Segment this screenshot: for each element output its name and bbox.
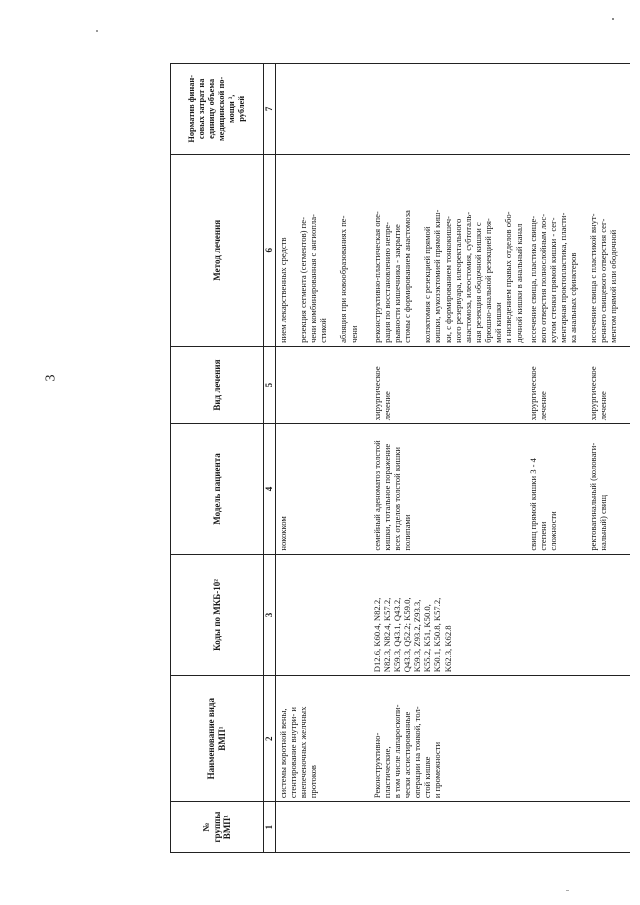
cell-name: системы воротной вены, стентирование внутри- и внепеченочных желчных протоков xyxy=(275,676,370,802)
cell-method: нием лекарственных средств резекция сегмента (сегментов) пе- чени комбинированная с ангиопла- стикой абляция при новообразованиях пе- чени xyxy=(275,154,370,346)
page-number: 3 xyxy=(43,374,59,382)
cell-name: Реконструктивно- пластические, в том числе лапароскопи- чески ассистированные операции на тонкой, тол- стой кишке и промежности xyxy=(370,676,526,802)
cell-norm xyxy=(370,64,526,155)
column-number: 3 xyxy=(264,554,276,676)
cell-icd xyxy=(275,554,370,676)
cell-norm xyxy=(526,64,586,155)
cell-icd xyxy=(586,554,630,676)
cell-name xyxy=(526,676,586,802)
scan-artifact xyxy=(96,30,98,32)
header-method: Метод лечения xyxy=(171,154,264,346)
cell-method: иссечение свища, пластика свище- вого отверстия полнослойным лос- кутом стенки прямой кишки - сег- ментарная проктопластика, пласти- ка анальных сфинктеров xyxy=(526,154,586,346)
cell-name xyxy=(586,676,630,802)
cell-patient-model: ректовагинальный (коловаги- нальный) свищ xyxy=(586,424,630,554)
cell-patient-model: нококком xyxy=(275,424,370,554)
table-row xyxy=(586,64,630,853)
cell-treatment-type: хирургическое лечение xyxy=(370,346,526,423)
rotated-page-content xyxy=(170,63,618,853)
cell-group-no xyxy=(526,802,586,853)
header-treatment-type: Вид лечения xyxy=(171,346,264,423)
scan-artifact xyxy=(566,890,569,891)
column-number: 1 xyxy=(264,802,276,853)
header-norm: Норматив финан- совых затрат на единицу объема медицинской по- мощи ³, рублей xyxy=(171,64,264,155)
cell-patient-model: семейный аденоматоз толстой кишки, тотальное поражение всех отделов толстой кишки полипами xyxy=(370,424,526,554)
scan-artifact xyxy=(612,18,614,20)
cell-norm xyxy=(586,64,630,155)
header-name: Наименование вида ВМП¹ xyxy=(171,676,264,802)
vmp-table xyxy=(170,63,630,853)
column-number: 7 xyxy=(264,64,276,155)
column-number: 5 xyxy=(264,346,276,423)
cell-icd xyxy=(526,554,586,676)
column-number-row xyxy=(264,64,276,853)
cell-group-no xyxy=(586,802,630,853)
cell-method: реконструктивно-пластическая опе- рация по восстановлению непре- рывности кишечника - закрытие стомы с формированием анастомоза колэктомия с резекцией прямой кишки, мукозэктомией прямой киш- ки, с формированием тонкокишеч- ного резервуара, илеоректального анастомоза, илеостомия, субтоталь- ная резекция ободочной кишки с брюшно-анальной резекцией пря- мой кишки и низведением правых отделов обо- дочной кишки в анальный канал xyxy=(370,154,526,346)
header-row xyxy=(171,64,264,853)
cell-patient-model: свищ прямой кишки 3 - 4 степени сложности xyxy=(526,424,586,554)
column-number: 6 xyxy=(264,154,276,346)
cell-treatment-type: хирургическое лечение xyxy=(526,346,586,423)
header-patient-model: Модель пациента xyxy=(171,424,264,554)
cell-method: иссечение свища с пластикой внут- реннего свищевого отверстия сег- ментом прямой или ободочной xyxy=(586,154,630,346)
header-icd: Коды по МКБ-10² xyxy=(171,554,264,676)
cell-treatment-type: хирургическое лечение xyxy=(586,346,630,423)
cell-group-no xyxy=(275,802,370,853)
column-number: 4 xyxy=(264,424,276,554)
table-row xyxy=(526,64,586,853)
table-row xyxy=(370,64,526,853)
cell-icd: D12.6, K60.4, N82.2, N82.3, N82.4, K57.2, K59.3, Q43.1, Q43.2, Q43.3, Q52.2; K59.0, K59.3, Z93.2, Z93.3, K55.2, K51, K50.0, K50.1, K50.8, K57.2, K62.3, K62.8 xyxy=(370,554,526,676)
cell-treatment-type xyxy=(275,346,370,423)
cell-group-no xyxy=(370,802,526,853)
cell-norm xyxy=(275,64,370,155)
table-row xyxy=(275,64,370,853)
column-number: 2 xyxy=(264,676,276,802)
header-group-no: № группы ВМП¹ xyxy=(171,802,264,853)
